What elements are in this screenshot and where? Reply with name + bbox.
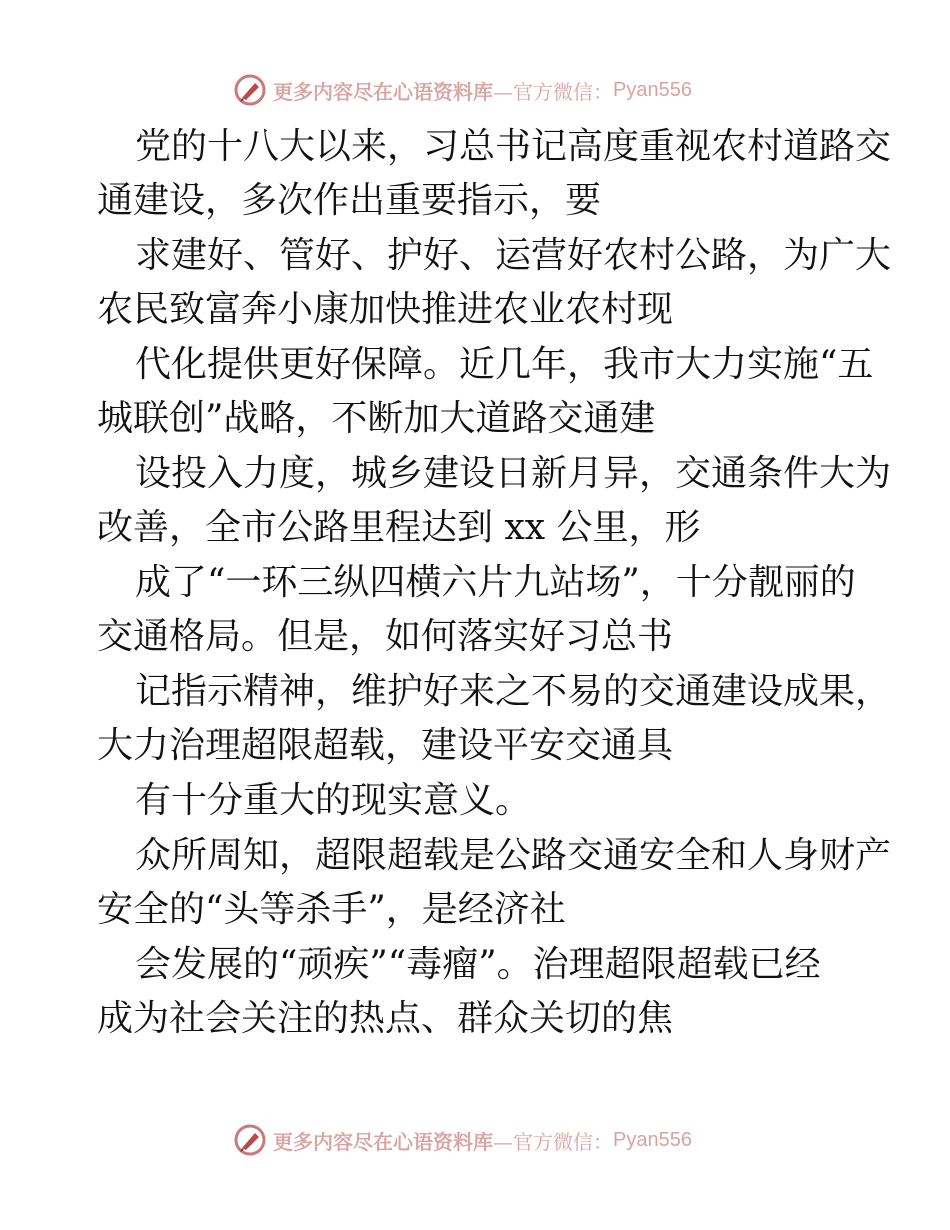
- header-banner-title: 更多内容尽在心语资料库: [273, 79, 493, 104]
- footer-banner-wechat-id: Pyan556: [613, 1128, 692, 1151]
- header-banner: [233, 72, 692, 108]
- footer-banner-label: —官方微信：: [493, 1129, 613, 1154]
- footer-banner-title: 更多内容尽在心语资料库: [273, 1129, 493, 1154]
- header-banner-wechat-id: Pyan556: [613, 78, 692, 101]
- body-line: 设投入力度，城乡建设日新月异，交通条件大为: [135, 453, 892, 494]
- body-line: 农民致富奔小康加快推进农业农村现: [97, 289, 674, 330]
- body-line: 成了“一环三纵四横六片九站场”，十分靓丽的: [135, 562, 856, 603]
- header-banner-label: —官方微信：: [493, 79, 613, 104]
- pen-circle-icon: [233, 1123, 267, 1157]
- body-line: 大力治理超限超载，建设平安交通具: [97, 725, 674, 766]
- footer-banner: [233, 1122, 692, 1158]
- body-line: 代化提供更好保障。近几年，我市大力实施“五: [135, 344, 874, 385]
- body-line: 交通格局。但是，如何落实好习总书: [97, 616, 674, 657]
- body-line: 求建好、管好、护好、运营好农村公路，为广大: [135, 235, 892, 276]
- body-line: 通建设，多次作出重要指示，要: [97, 180, 602, 221]
- body-line: 安全的“头等杀手”，是经济社: [97, 889, 566, 930]
- body-line: 改善，全市公路里程达到 xx 公里，形: [97, 507, 701, 548]
- body-line: 会发展的“顽疾”“毒瘤”。治理超限超载已经: [135, 944, 821, 985]
- body-line: 有十分重大的现实意义。: [135, 780, 532, 821]
- body-line: 记指示精神，维护好来之不易的交通建设成果，: [135, 671, 892, 712]
- body-line: 成为社会关注的热点、群众关切的焦: [97, 998, 674, 1039]
- document-body: [97, 120, 892, 1046]
- body-line: 众所周知，超限超载是公路交通安全和人身财产: [135, 835, 892, 876]
- pen-circle-icon: [233, 73, 267, 107]
- body-line: 城联创”战略，不断加大道路交通建: [97, 398, 656, 439]
- body-line: 党的十八大以来，习总书记高度重视农村道路交: [135, 126, 892, 167]
